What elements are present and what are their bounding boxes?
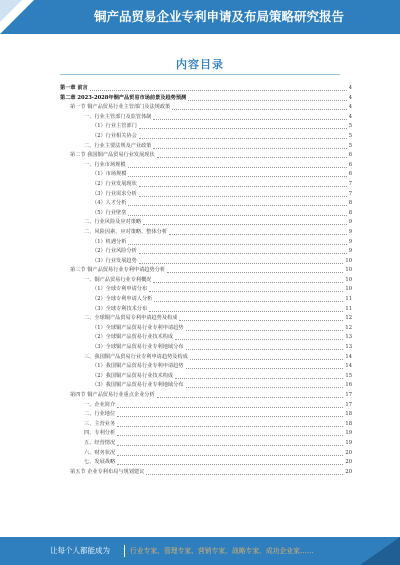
toc-entry[interactable] xyxy=(60,295,352,305)
toc-page-number: 4 xyxy=(348,104,352,111)
toc-page-number: 5 xyxy=(348,123,352,130)
toc-page-number: 17 xyxy=(345,401,352,408)
toc-page-number: 12 xyxy=(345,315,352,322)
toc-entry-text: （2）全球专利申请人分析 xyxy=(92,296,153,303)
toc-leader-dots xyxy=(157,397,344,398)
toc-leader-dots xyxy=(117,435,343,436)
toc-entry[interactable] xyxy=(60,333,352,343)
toc-entry[interactable] xyxy=(60,285,352,295)
toc-entry[interactable] xyxy=(60,142,352,152)
toc-entry[interactable] xyxy=(60,199,352,209)
toc-entry[interactable] xyxy=(60,391,352,401)
toc-leader-dots xyxy=(175,339,343,340)
toc-leader-dots xyxy=(157,157,347,158)
toc-entry-text: （3）我国铜产品贸易行业专利地域分布 xyxy=(92,382,184,389)
toc-page-number: 20 xyxy=(345,449,352,456)
toc-page-number: 9 xyxy=(348,238,352,245)
toc-entry[interactable] xyxy=(60,420,352,430)
toc-leader-dots xyxy=(154,301,343,302)
toc-entry[interactable] xyxy=(60,122,352,132)
toc-page-number: 14 xyxy=(345,363,352,370)
header-corner-accent xyxy=(0,0,22,22)
toc-entry-text: 二、风险因素、应对策略、整体分析 xyxy=(84,228,168,235)
toc-leader-dots xyxy=(153,119,346,120)
toc-page-number: 10 xyxy=(345,257,352,264)
toc-leader-dots xyxy=(153,148,346,149)
toc-entry-text: 第五节 企业专利布局与规划建议 xyxy=(70,468,145,475)
toc-page-number: 6 xyxy=(348,152,352,159)
toc-leader-dots xyxy=(190,359,344,360)
toc-entry[interactable] xyxy=(60,324,352,334)
toc-page-number: 10 xyxy=(345,267,352,274)
toc-entry[interactable] xyxy=(60,314,352,324)
toc-entry[interactable] xyxy=(60,276,352,286)
toc-page-number: 17 xyxy=(345,392,352,398)
footer-separator xyxy=(124,545,125,557)
toc-leader-dots xyxy=(169,234,347,235)
toc-entry-text: 一、铜产品贸易行业专利概况 xyxy=(84,276,152,283)
toc-page-number: 10 xyxy=(345,276,352,283)
toc-page-number: 10 xyxy=(345,286,352,293)
toc-entry-text: 第一节 铜产品贸易行业主管部门及法规政策 xyxy=(70,104,171,111)
toc-entry-text: 七、发展战略 xyxy=(84,459,116,466)
footer-tagline: 行业专家、管理专家、营销专家、战略专家、成功企业家…… xyxy=(130,547,314,555)
toc-entry-text: 二、行业地位 xyxy=(84,411,116,418)
toc-entry-text: 第一章 前言 xyxy=(60,85,88,91)
toc-title: 内容目录 xyxy=(176,58,224,71)
toc-leader-dots xyxy=(117,416,343,417)
toc-entry[interactable] xyxy=(60,372,352,382)
toc-page-number: 11 xyxy=(345,305,352,312)
toc-entry[interactable] xyxy=(60,353,352,363)
toc-page-number: 18 xyxy=(345,411,352,418)
toc-entry[interactable] xyxy=(60,170,352,180)
toc-entry[interactable] xyxy=(60,103,352,113)
toc-entry[interactable] xyxy=(60,362,352,372)
toc-page-number: 9 xyxy=(348,219,352,226)
toc-entry-text: （2）行业风险分析 xyxy=(92,248,137,255)
toc-page-number: 7 xyxy=(348,180,352,187)
toc-entry[interactable] xyxy=(60,439,352,449)
toc-leader-dots xyxy=(128,215,346,216)
toc-entry[interactable] xyxy=(60,458,352,468)
toc-entry-text: （3）全球铜产品贸易行业专利地域分布 xyxy=(92,344,184,351)
toc-entry[interactable] xyxy=(60,381,352,391)
toc-entry-text: （2）行业相关协会 xyxy=(92,132,137,139)
toc-entry-text: 一、企业简介 xyxy=(84,401,116,408)
toc-leader-dots xyxy=(186,330,344,331)
toc-page-number: 16 xyxy=(345,382,352,389)
toc-leader-dots xyxy=(139,263,344,264)
toc-leader-dots xyxy=(186,368,344,369)
toc-leader-dots xyxy=(117,445,343,446)
toc-leader-dots xyxy=(143,224,347,225)
toc-leader-dots xyxy=(149,291,343,292)
toc-entry-text: （1）全球铜产品贸易行业专利申请趋势 xyxy=(92,324,184,331)
toc-entry-text: （1）市场规模 xyxy=(92,171,127,178)
toc-page-number: 13 xyxy=(345,334,352,341)
toc-entry[interactable] xyxy=(60,161,352,171)
toc-entry-text: 一、行业主管部门及监管体制 xyxy=(84,113,152,120)
toc-entry[interactable] xyxy=(60,257,352,267)
toc-leader-dots xyxy=(153,282,343,283)
toc-entry[interactable] xyxy=(60,410,352,420)
toc-entry-text: （5）行业壁垒 xyxy=(92,209,127,216)
toc-page-number: 4 xyxy=(348,94,352,101)
toc-entry[interactable] xyxy=(60,209,352,219)
toc-entry-text: 五、经营情况 xyxy=(84,439,116,446)
toc-entry[interactable] xyxy=(60,266,352,276)
toc-page-number: 5 xyxy=(348,132,352,139)
toc-leader-dots xyxy=(117,426,343,427)
toc-entry[interactable] xyxy=(60,190,352,200)
toc-entry[interactable] xyxy=(60,449,352,459)
toc-page-number: 9 xyxy=(348,248,352,255)
toc-entry-text: 二、行业主要法规及产业政策 xyxy=(84,142,152,149)
toc-page-number: 8 xyxy=(348,209,352,216)
toc-entry[interactable] xyxy=(60,218,352,228)
toc-page-number: 20 xyxy=(345,468,352,475)
toc-leader-dots xyxy=(139,186,347,187)
toc-entry-text: （4）人才分析 xyxy=(92,200,127,207)
toc-entry[interactable] xyxy=(60,468,352,478)
toc-entry[interactable] xyxy=(60,84,352,94)
toc-page-number: 5 xyxy=(348,142,352,149)
toc-leader-dots xyxy=(179,320,343,321)
toc-entry-text: 三、我国铜产品贸易行业专利申请趋势及构成 xyxy=(84,353,188,360)
toc-entry-text: 六、财务状况 xyxy=(84,449,116,456)
toc-page-number: 12 xyxy=(345,324,352,331)
toc-entry[interactable] xyxy=(60,238,352,248)
toc-leader-dots xyxy=(139,128,347,129)
toc-leader-dots xyxy=(128,205,346,206)
toc-entry[interactable] xyxy=(60,429,352,439)
toc-page-number: 18 xyxy=(345,420,352,427)
toc-leader-dots xyxy=(117,464,343,465)
toc-entry-text: （2）全球铜产品贸易行业技术构成 xyxy=(92,334,174,341)
toc-leader-dots xyxy=(139,138,347,139)
toc-page-number: 4 xyxy=(348,85,352,91)
toc-entry[interactable] xyxy=(60,132,352,142)
toc-entry[interactable] xyxy=(60,305,352,315)
toc-page-number: 13 xyxy=(345,344,352,351)
footer-bar xyxy=(0,537,400,565)
toc-entry-text: （3）行业发展趋势 xyxy=(92,257,137,264)
toc-entry-text: 第二节 我国铜产品贸易行业发展现状 xyxy=(70,152,155,159)
toc-list xyxy=(60,84,352,477)
toc-page-number: 6 xyxy=(348,161,352,168)
toc-entry-text: （2）行业发展现状 xyxy=(92,180,137,187)
toc-leader-dots xyxy=(128,167,347,168)
toc-entry-text: （1）全球专利申请分布 xyxy=(92,286,148,293)
toc-entry-text: （2）我国铜产品贸易行业技术构成 xyxy=(92,372,174,379)
toc-leader-dots xyxy=(90,90,347,91)
toc-page-number: 14 xyxy=(345,353,352,360)
footer-corner-decoration xyxy=(360,537,400,565)
toc-entry-text: 四、专利分析 xyxy=(84,430,116,437)
toc-entry[interactable] xyxy=(60,113,352,123)
toc-entry-text: （1）行业主管部门 xyxy=(92,123,137,130)
toc-page-number: 19 xyxy=(345,439,352,446)
toc-leader-dots xyxy=(117,455,343,456)
footer-slogan: 让每个人都能成为 xyxy=(50,546,110,555)
toc-leader-dots xyxy=(117,407,343,408)
toc-entry-text: 第二章 2023-2028年铜产品贸易市场前景及趋势预测 xyxy=(60,94,187,101)
toc-leader-dots xyxy=(167,272,343,273)
toc-entry[interactable] xyxy=(60,151,352,161)
toc-leader-dots xyxy=(139,196,347,197)
toc-leader-dots xyxy=(146,474,343,475)
toc-entry-text: 一、行业市场规模 xyxy=(84,161,126,168)
toc-page-number: 9 xyxy=(348,228,352,235)
toc-page-number: 19 xyxy=(345,430,352,437)
toc-page-number: 15 xyxy=(345,372,352,379)
toc-entry-text: 三、主营业务 xyxy=(84,420,116,427)
toc-entry-text: （3）全球专利技术分布 xyxy=(92,305,148,312)
toc-entry[interactable] xyxy=(60,343,352,353)
toc-entry-text: （1）我国铜产品贸易行业专利申请趋势 xyxy=(92,363,184,370)
toc-page-number: 4 xyxy=(348,113,352,120)
toc-leader-dots xyxy=(175,378,343,379)
toc-leader-dots xyxy=(186,387,344,388)
report-title: 铜产品贸易企业专利申请及布局策略研究报告 xyxy=(93,9,344,24)
toc-leader-dots xyxy=(188,100,346,101)
toc-page-number: 11 xyxy=(345,296,352,303)
toc-page-number: 6 xyxy=(348,171,352,178)
toc-entry-text: 二、全球铜产品贸易专利申请趋势及构成 xyxy=(84,315,178,322)
toc-entry[interactable] xyxy=(60,247,352,257)
toc-divider xyxy=(60,74,340,75)
toc-leader-dots xyxy=(172,109,346,110)
toc-leader-dots xyxy=(128,244,346,245)
toc-entry-text: 二、行业风险及应对策略 xyxy=(84,219,142,226)
toc-entry[interactable] xyxy=(60,401,352,411)
toc-leader-dots xyxy=(186,349,344,350)
toc-page-number: 20 xyxy=(345,459,352,466)
toc-entry[interactable] xyxy=(60,180,352,190)
toc-entry-text: （1）机遇分析 xyxy=(92,238,127,245)
toc-leader-dots xyxy=(139,253,347,254)
toc-page-number: 8 xyxy=(348,200,352,207)
toc-entry-text: 第三节 铜产品贸易行业专利申请趋势分析 xyxy=(70,267,166,274)
header-bar xyxy=(0,0,400,34)
toc-page-number: 7 xyxy=(348,190,352,197)
toc-entry[interactable] xyxy=(60,94,352,104)
toc-entry-text: 第四节 铜产品贸易行业重点企业分析 xyxy=(70,392,155,398)
toc-entry[interactable] xyxy=(60,228,352,238)
toc-leader-dots xyxy=(128,176,346,177)
toc-entry-text: （3）行业需求分析 xyxy=(92,190,137,197)
toc-leader-dots xyxy=(149,311,343,312)
